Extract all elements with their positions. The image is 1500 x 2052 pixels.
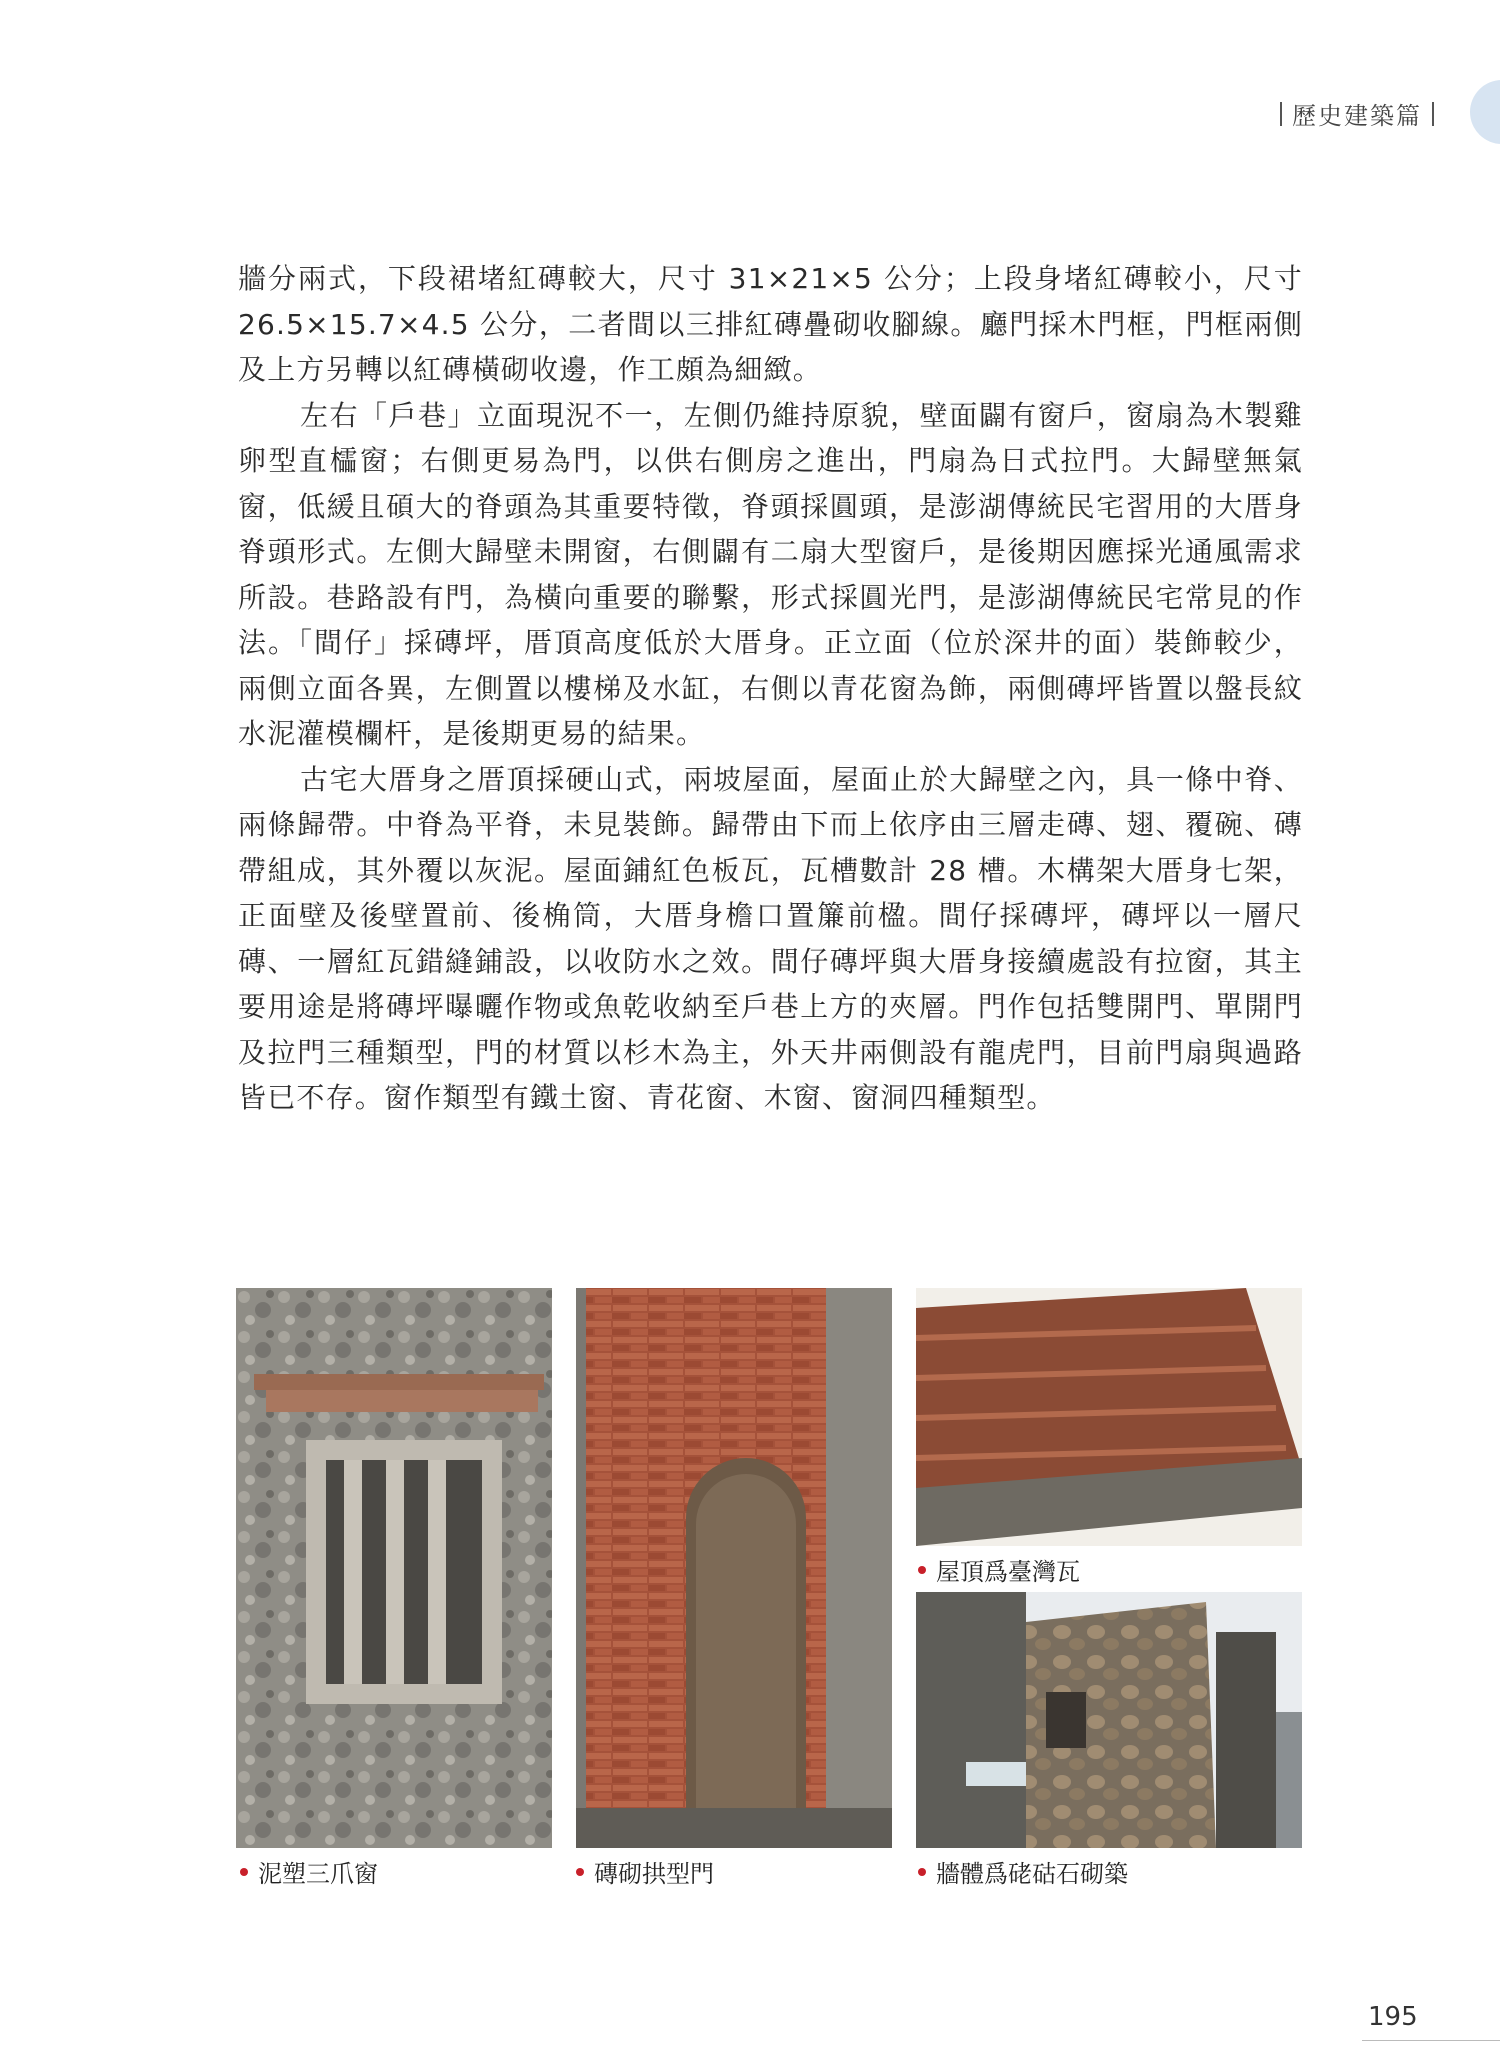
caption-text: 牆體爲硓𥑮石砌築 — [936, 1860, 1128, 1888]
caption-text: 磚砌拱型門 — [594, 1860, 714, 1888]
body-text — [238, 256, 1303, 1121]
header-divider-left — [1280, 102, 1282, 126]
header-divider-right — [1432, 102, 1434, 126]
page-number-rule — [1362, 2040, 1500, 2041]
caption-coral-wall — [918, 1854, 1128, 1889]
page-number: 195 — [1368, 2002, 1418, 2032]
section-title: 歷史建築篇 — [1292, 102, 1422, 130]
bullet-icon — [240, 1868, 248, 1876]
caption-arched-door — [576, 1854, 714, 1889]
coral-stone-wall-photo — [916, 1592, 1302, 1848]
caption-roof — [918, 1552, 1080, 1587]
arched-door-photo — [576, 1288, 892, 1848]
window-photo — [236, 1288, 552, 1848]
paragraph-1: 牆分兩式，下段裙堵紅磚較大，尺寸 31×21×5 公分；上段身堵紅磚較小，尺寸 26.5×15.7×4.5 公分，二者間以三排紅磚疊砌收腳線。廳門採木門框，門框兩側及上方另轉以紅磚橫砌收邊，作工頗為細緻。 — [238, 262, 1303, 386]
bullet-icon — [918, 1868, 926, 1876]
paragraph-3: 古宅大厝身之厝頂採硬山式，兩坡屋面，屋面止於大歸壁之內，具一條中脊、兩條歸帶。中脊為平脊，未見裝飾。歸帶由下而上依序由三層走磚、翅、覆碗、磚帶組成，其外覆以灰泥。屋面鋪紅色板瓦，瓦槽數計 28 槽。木構架大厝身七架，正面壁及後壁置前、後桷筒，大厝身檐口置簾前楹。間仔採磚坪，磚坪以一層尺磚、一層紅瓦錯縫鋪設，以收防水之效。間仔磚坪與大厝身接續處設有拉窗，其主要用途是將磚坪曝曬作物或魚乾收納至戶巷上方的夾層。門作包括雙開門、單開門及拉門三種類型，門的材質以杉木為主，外天井兩側設有龍虎門，目前門扇與過路皆已不存。窗作類型有鐵土窗、青花窗、木窗、窗洞四種類型。 — [238, 762, 1303, 1114]
caption-text: 屋頂爲臺灣瓦 — [936, 1558, 1080, 1586]
caption-text: 泥塑三爪窗 — [258, 1860, 378, 1888]
section-header — [1270, 96, 1444, 131]
roof-tile-photo — [916, 1288, 1302, 1546]
bullet-icon — [918, 1566, 926, 1574]
bullet-icon — [576, 1868, 584, 1876]
paragraph-2: 左右「戶巷」立面現況不一，左側仍維持原貌，壁面闢有窗戶，窗扇為木製雞卵型直櫺窗；右側更易為門，以供右側房之進出，門扇為日式拉門。大歸壁無氣窗，低緩且碩大的脊頭為其重要特徵，脊頭採圓頭，是澎湖傳統民宅習用的大厝身脊頭形式。左側大歸壁未開窗，右側闢有二扇大型窗戶，是後期因應採光通風需求所設。巷路設有門，為橫向重要的聯繫，形式採圓光門，是澎湖傳統民宅常見的作法。「間仔」採磚坪，厝頂高度低於大厝身。正立面（位於深井的面）裝飾較少，兩側立面各異，左側置以樓梯及水缸，右側以青花窗為飾，兩側磚坪皆置以盤長紋水泥灌模欄杆，是後期更易的結果。 — [238, 398, 1303, 750]
caption-window — [240, 1854, 378, 1889]
header-tab-decoration — [1470, 80, 1500, 144]
